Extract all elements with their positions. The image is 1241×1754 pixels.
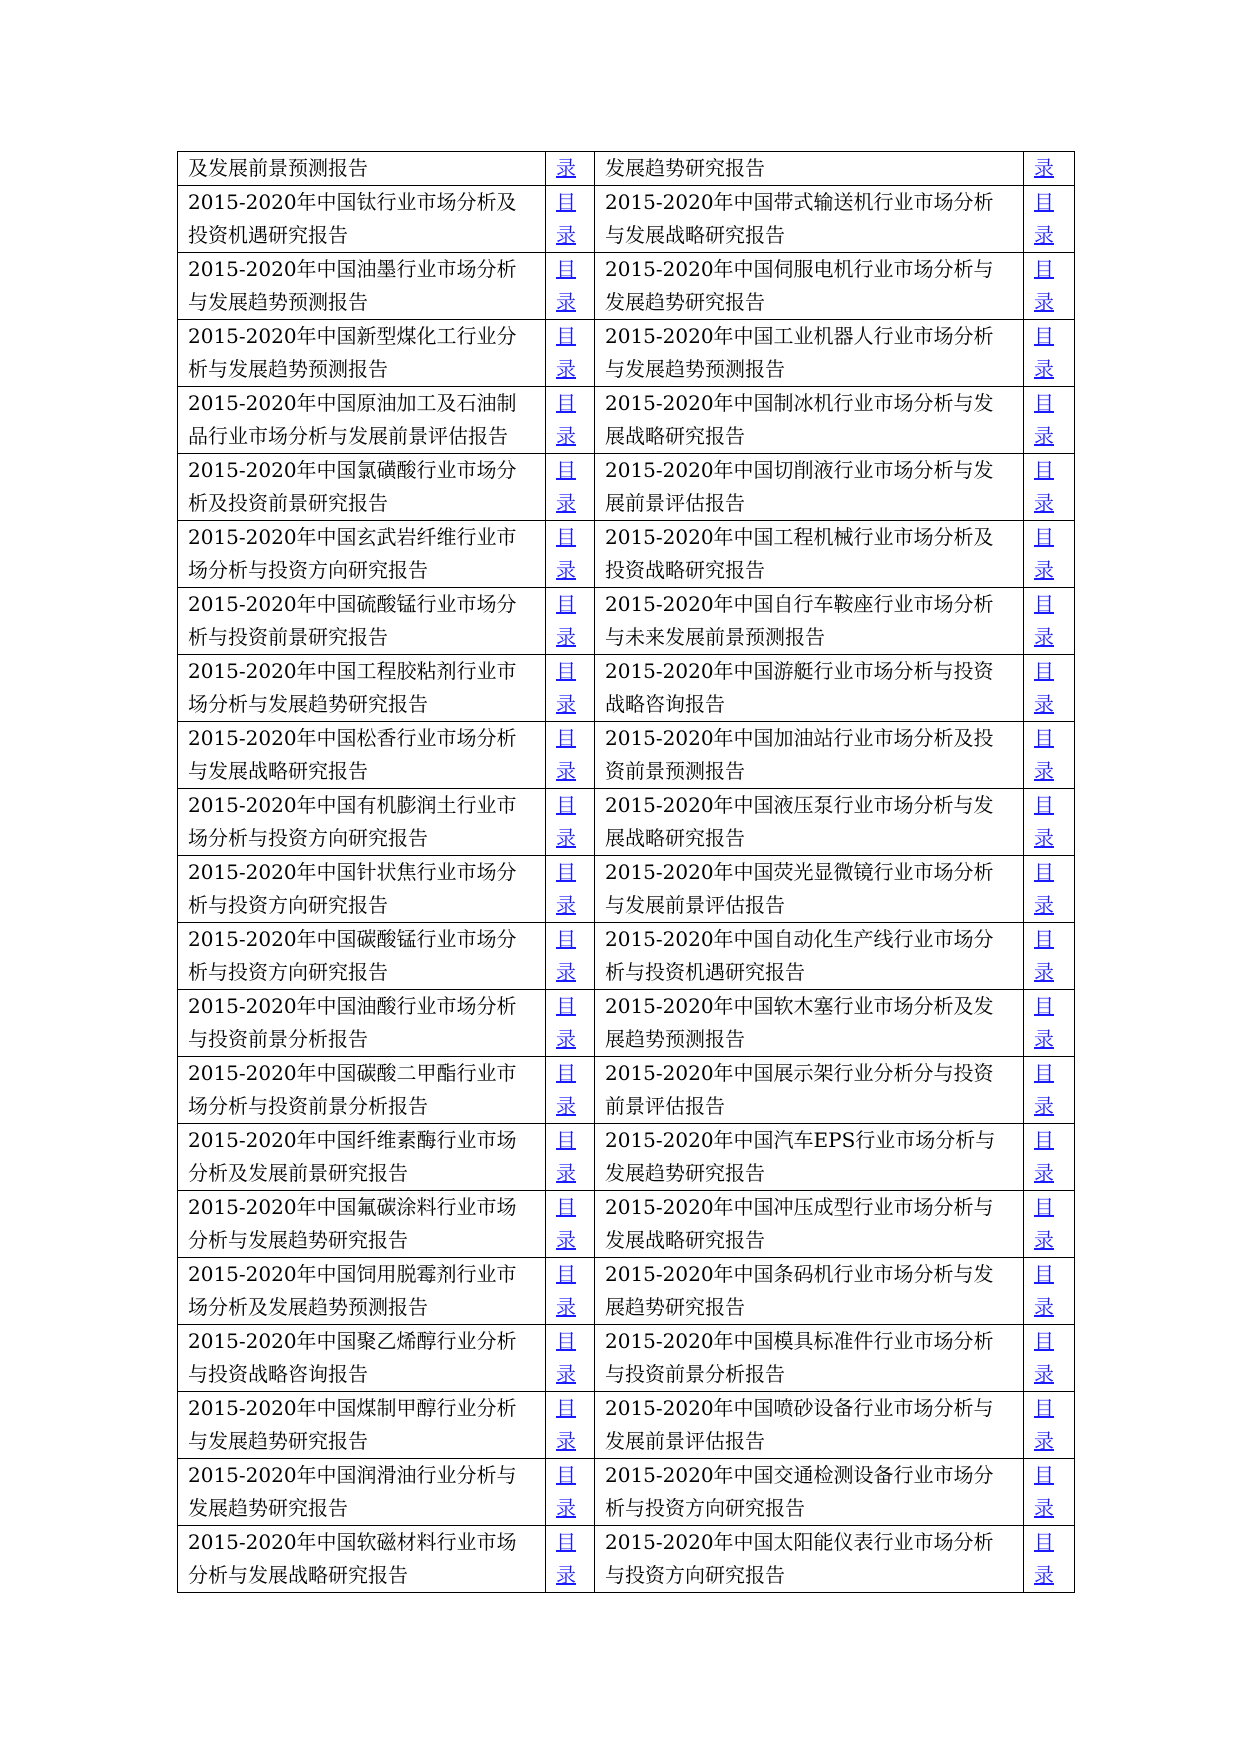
- report-title-left: 2015-2020年中国煤制甲醇行业分析与发展趋势研究报告: [178, 1392, 546, 1459]
- report-title-left: 2015-2020年中国钛行业市场分析及投资机遇研究报告: [178, 186, 546, 253]
- toc-link-right[interactable]: 目录: [1034, 257, 1054, 314]
- toc-cell-left: [546, 1258, 595, 1325]
- toc-link-left[interactable]: 目录: [556, 324, 576, 381]
- toc-cell-left: [546, 1057, 595, 1124]
- toc-link-right[interactable]: 目录: [1034, 1128, 1054, 1185]
- report-title-right: 2015-2020年中国自动化生产线行业市场分析与投资机遇研究报告: [595, 923, 1024, 990]
- toc-link-right[interactable]: 目录: [1034, 391, 1054, 448]
- report-title-left: 2015-2020年中国玄武岩纤维行业市场分析与投资方向研究报告: [178, 521, 546, 588]
- report-title-left: 2015-2020年中国碳酸二甲酯行业市场分析与投资前景分析报告: [178, 1057, 546, 1124]
- toc-cell-left: [546, 923, 595, 990]
- toc-link-left[interactable]: 目录: [556, 994, 576, 1051]
- toc-cell-right: [1024, 655, 1075, 722]
- toc-cell-right: [1024, 1459, 1075, 1526]
- toc-cell-left: [546, 1124, 595, 1191]
- report-title-left: 2015-2020年中国润滑油行业分析与发展趋势研究报告: [178, 1459, 546, 1526]
- toc-cell-left: [546, 253, 595, 320]
- report-title-right: 2015-2020年中国液压泵行业市场分析与发展战略研究报告: [595, 789, 1024, 856]
- toc-link-right[interactable]: 目录: [1034, 592, 1054, 649]
- toc-cell-right: [1024, 1057, 1075, 1124]
- toc-link-right[interactable]: 目录: [1034, 726, 1054, 783]
- toc-cell-right: [1024, 1124, 1075, 1191]
- report-title-right: 2015-2020年中国冲压成型行业市场分析与发展战略研究报告: [595, 1191, 1024, 1258]
- report-title-left: 2015-2020年中国工程胶粘剂行业市场分析与发展趋势研究报告: [178, 655, 546, 722]
- table-row: [178, 387, 1075, 454]
- toc-cell-left: [546, 320, 595, 387]
- toc-link-right[interactable]: 目录: [1034, 927, 1054, 984]
- toc-link-left[interactable]: 目录: [556, 190, 576, 247]
- toc-cell-left: [546, 186, 595, 253]
- report-title-right: 2015-2020年中国软木塞行业市场分析及发展趋势预测报告: [595, 990, 1024, 1057]
- report-title-left: 2015-2020年中国松香行业市场分析与发展战略研究报告: [178, 722, 546, 789]
- toc-cell-right: [1024, 722, 1075, 789]
- table-row: [178, 320, 1075, 387]
- toc-link-left[interactable]: 目录: [556, 726, 576, 783]
- toc-cell-left: [546, 1526, 595, 1593]
- report-title-left: 2015-2020年中国原油加工及石油制品行业市场分析与发展前景评估报告: [178, 387, 546, 454]
- table-row: [178, 990, 1075, 1057]
- toc-cell-right: [1024, 387, 1075, 454]
- table-row: [178, 1392, 1075, 1459]
- toc-link-right[interactable]: 目录: [1034, 458, 1054, 515]
- toc-link-left[interactable]: 目录: [556, 1329, 576, 1386]
- report-title-right: 2015-2020年中国太阳能仪表行业市场分析与投资方向研究报告: [595, 1526, 1024, 1593]
- toc-cell-right: [1024, 856, 1075, 923]
- toc-link-right[interactable]: 目录: [1034, 1463, 1054, 1520]
- toc-link-left[interactable]: 目录: [556, 1061, 576, 1118]
- toc-cell-left: [546, 1459, 595, 1526]
- report-title-right: 2015-2020年中国工程机械行业市场分析及投资战略研究报告: [595, 521, 1024, 588]
- toc-link-right[interactable]: 目录: [1034, 525, 1054, 582]
- toc-link-left[interactable]: 目录: [556, 927, 576, 984]
- toc-link-left[interactable]: 目录: [556, 458, 576, 515]
- report-title-left: 2015-2020年中国氯磺酸行业市场分析及投资前景研究报告: [178, 454, 546, 521]
- toc-link-left[interactable]: 目录: [556, 1195, 576, 1252]
- report-list-table: [177, 151, 1075, 1593]
- report-title-right: 发展趋势研究报告: [595, 152, 1024, 186]
- report-title-right: 2015-2020年中国带式输送机行业市场分析与发展战略研究报告: [595, 186, 1024, 253]
- toc-cell-left: [546, 152, 595, 186]
- toc-cell-right: [1024, 588, 1075, 655]
- report-title-right: 2015-2020年中国模具标准件行业市场分析与投资前景分析报告: [595, 1325, 1024, 1392]
- toc-link-left[interactable]: 录: [556, 156, 576, 180]
- toc-cell-right: [1024, 1191, 1075, 1258]
- toc-cell-left: [546, 789, 595, 856]
- toc-link-right[interactable]: 目录: [1034, 324, 1054, 381]
- toc-cell-right: [1024, 454, 1075, 521]
- toc-cell-right: [1024, 186, 1075, 253]
- toc-link-right[interactable]: 目录: [1034, 1262, 1054, 1319]
- toc-cell-right: [1024, 1258, 1075, 1325]
- toc-link-right[interactable]: 目录: [1034, 793, 1054, 850]
- table-row: [178, 454, 1075, 521]
- report-title-right: 2015-2020年中国汽车EPS行业市场分析与发展趋势研究报告: [595, 1124, 1024, 1191]
- toc-cell-right: [1024, 1526, 1075, 1593]
- toc-link-right[interactable]: 目录: [1034, 1061, 1054, 1118]
- toc-link-left[interactable]: 目录: [556, 391, 576, 448]
- table-row: [178, 186, 1075, 253]
- toc-cell-right: [1024, 320, 1075, 387]
- toc-link-left[interactable]: 目录: [556, 592, 576, 649]
- toc-cell-left: [546, 655, 595, 722]
- toc-link-right[interactable]: 目录: [1034, 994, 1054, 1051]
- report-title-right: 2015-2020年中国条码机行业市场分析与发展趋势研究报告: [595, 1258, 1024, 1325]
- toc-link-left[interactable]: 目录: [556, 257, 576, 314]
- toc-link-left[interactable]: 目录: [556, 860, 576, 917]
- toc-cell-left: [546, 990, 595, 1057]
- report-title-right: 2015-2020年中国游艇行业市场分析与投资战略咨询报告: [595, 655, 1024, 722]
- toc-cell-right: [1024, 1325, 1075, 1392]
- toc-link-left[interactable]: 目录: [556, 1530, 576, 1587]
- toc-cell-right: [1024, 923, 1075, 990]
- toc-cell-right: [1024, 253, 1075, 320]
- table-row: [178, 1124, 1075, 1191]
- table-row: [178, 1459, 1075, 1526]
- report-title-right: 2015-2020年中国制冰机行业市场分析与发展战略研究报告: [595, 387, 1024, 454]
- report-title-right: 2015-2020年中国自行车鞍座行业市场分析与未来发展前景预测报告: [595, 588, 1024, 655]
- report-title-right: 2015-2020年中国伺服电机行业市场分析与发展趋势研究报告: [595, 253, 1024, 320]
- table-row: [178, 856, 1075, 923]
- toc-cell-left: [546, 1191, 595, 1258]
- table-row: [178, 588, 1075, 655]
- table-row: [178, 1258, 1075, 1325]
- toc-link-right[interactable]: 录: [1034, 156, 1054, 180]
- report-title-left: 2015-2020年中国油墨行业市场分析与发展趋势预测报告: [178, 253, 546, 320]
- toc-link-right[interactable]: 目录: [1034, 190, 1054, 247]
- toc-link-right[interactable]: 目录: [1034, 1329, 1054, 1386]
- toc-link-left[interactable]: 目录: [556, 1396, 576, 1453]
- toc-link-left[interactable]: 目录: [556, 659, 576, 716]
- table-row: [178, 1057, 1075, 1124]
- toc-cell-left: [546, 454, 595, 521]
- report-title-left: 2015-2020年中国油酸行业市场分析与投资前景分析报告: [178, 990, 546, 1057]
- report-title-left: 2015-2020年中国饲用脱霉剂行业市场分析及发展趋势预测报告: [178, 1258, 546, 1325]
- report-title-left: 2015-2020年中国有机膨润土行业市场分析与投资方向研究报告: [178, 789, 546, 856]
- toc-link-right[interactable]: 目录: [1034, 659, 1054, 716]
- toc-link-left[interactable]: 目录: [556, 1128, 576, 1185]
- report-title-left: 2015-2020年中国聚乙烯醇行业分析与投资战略咨询报告: [178, 1325, 546, 1392]
- report-title-left: 2015-2020年中国纤维素酶行业市场分析及发展前景研究报告: [178, 1124, 546, 1191]
- table-row: [178, 521, 1075, 588]
- report-title-right: 2015-2020年中国交通检测设备行业市场分析与投资方向研究报告: [595, 1459, 1024, 1526]
- toc-cell-right: [1024, 152, 1075, 186]
- toc-link-left[interactable]: 目录: [556, 793, 576, 850]
- toc-link-right[interactable]: 目录: [1034, 1530, 1054, 1587]
- toc-cell-right: [1024, 789, 1075, 856]
- report-title-right: 2015-2020年中国切削液行业市场分析与发展前景评估报告: [595, 454, 1024, 521]
- toc-cell-right: [1024, 990, 1075, 1057]
- report-title-right: 2015-2020年中国展示架行业分析分与投资前景评估报告: [595, 1057, 1024, 1124]
- toc-link-right[interactable]: 目录: [1034, 860, 1054, 917]
- toc-cell-left: [546, 588, 595, 655]
- toc-cell-right: [1024, 521, 1075, 588]
- report-title-left: 2015-2020年中国硫酸锰行业市场分析与投资前景研究报告: [178, 588, 546, 655]
- toc-link-right[interactable]: 目录: [1034, 1195, 1054, 1252]
- table-row: [178, 655, 1075, 722]
- table-row: [178, 1325, 1075, 1392]
- toc-link-left[interactable]: 目录: [556, 525, 576, 582]
- report-title-left: 2015-2020年中国碳酸锰行业市场分析与投资方向研究报告: [178, 923, 546, 990]
- toc-link-right[interactable]: 目录: [1034, 1396, 1054, 1453]
- toc-cell-left: [546, 1325, 595, 1392]
- report-title-left: 2015-2020年中国针状焦行业市场分析与投资方向研究报告: [178, 856, 546, 923]
- table-row: [178, 789, 1075, 856]
- table-row: [178, 152, 1075, 186]
- toc-cell-left: [546, 722, 595, 789]
- toc-cell-left: [546, 521, 595, 588]
- toc-link-left[interactable]: 目录: [556, 1262, 576, 1319]
- report-title-right: 2015-2020年中国加油站行业市场分析及投资前景预测报告: [595, 722, 1024, 789]
- toc-cell-right: [1024, 1392, 1075, 1459]
- table-row: [178, 253, 1075, 320]
- report-title-left: 及发展前景预测报告: [178, 152, 546, 186]
- report-title-right: 2015-2020年中国工业机器人行业市场分析与发展趋势预测报告: [595, 320, 1024, 387]
- toc-link-left[interactable]: 目录: [556, 1463, 576, 1520]
- table-row: [178, 722, 1075, 789]
- report-title-left: 2015-2020年中国新型煤化工行业分析与发展趋势预测报告: [178, 320, 546, 387]
- table-row: [178, 923, 1075, 990]
- table-row: [178, 1526, 1075, 1593]
- report-title-right: 2015-2020年中国喷砂设备行业市场分析与发展前景评估报告: [595, 1392, 1024, 1459]
- table-row: [178, 1191, 1075, 1258]
- report-list-body: [178, 152, 1075, 1593]
- toc-cell-left: [546, 387, 595, 454]
- report-title-left: 2015-2020年中国氟碳涂料行业市场分析与发展趋势研究报告: [178, 1191, 546, 1258]
- report-title-right: 2015-2020年中国荧光显微镜行业市场分析与发展前景评估报告: [595, 856, 1024, 923]
- toc-cell-left: [546, 1392, 595, 1459]
- toc-cell-left: [546, 856, 595, 923]
- report-title-left: 2015-2020年中国软磁材料行业市场分析与发展战略研究报告: [178, 1526, 546, 1593]
